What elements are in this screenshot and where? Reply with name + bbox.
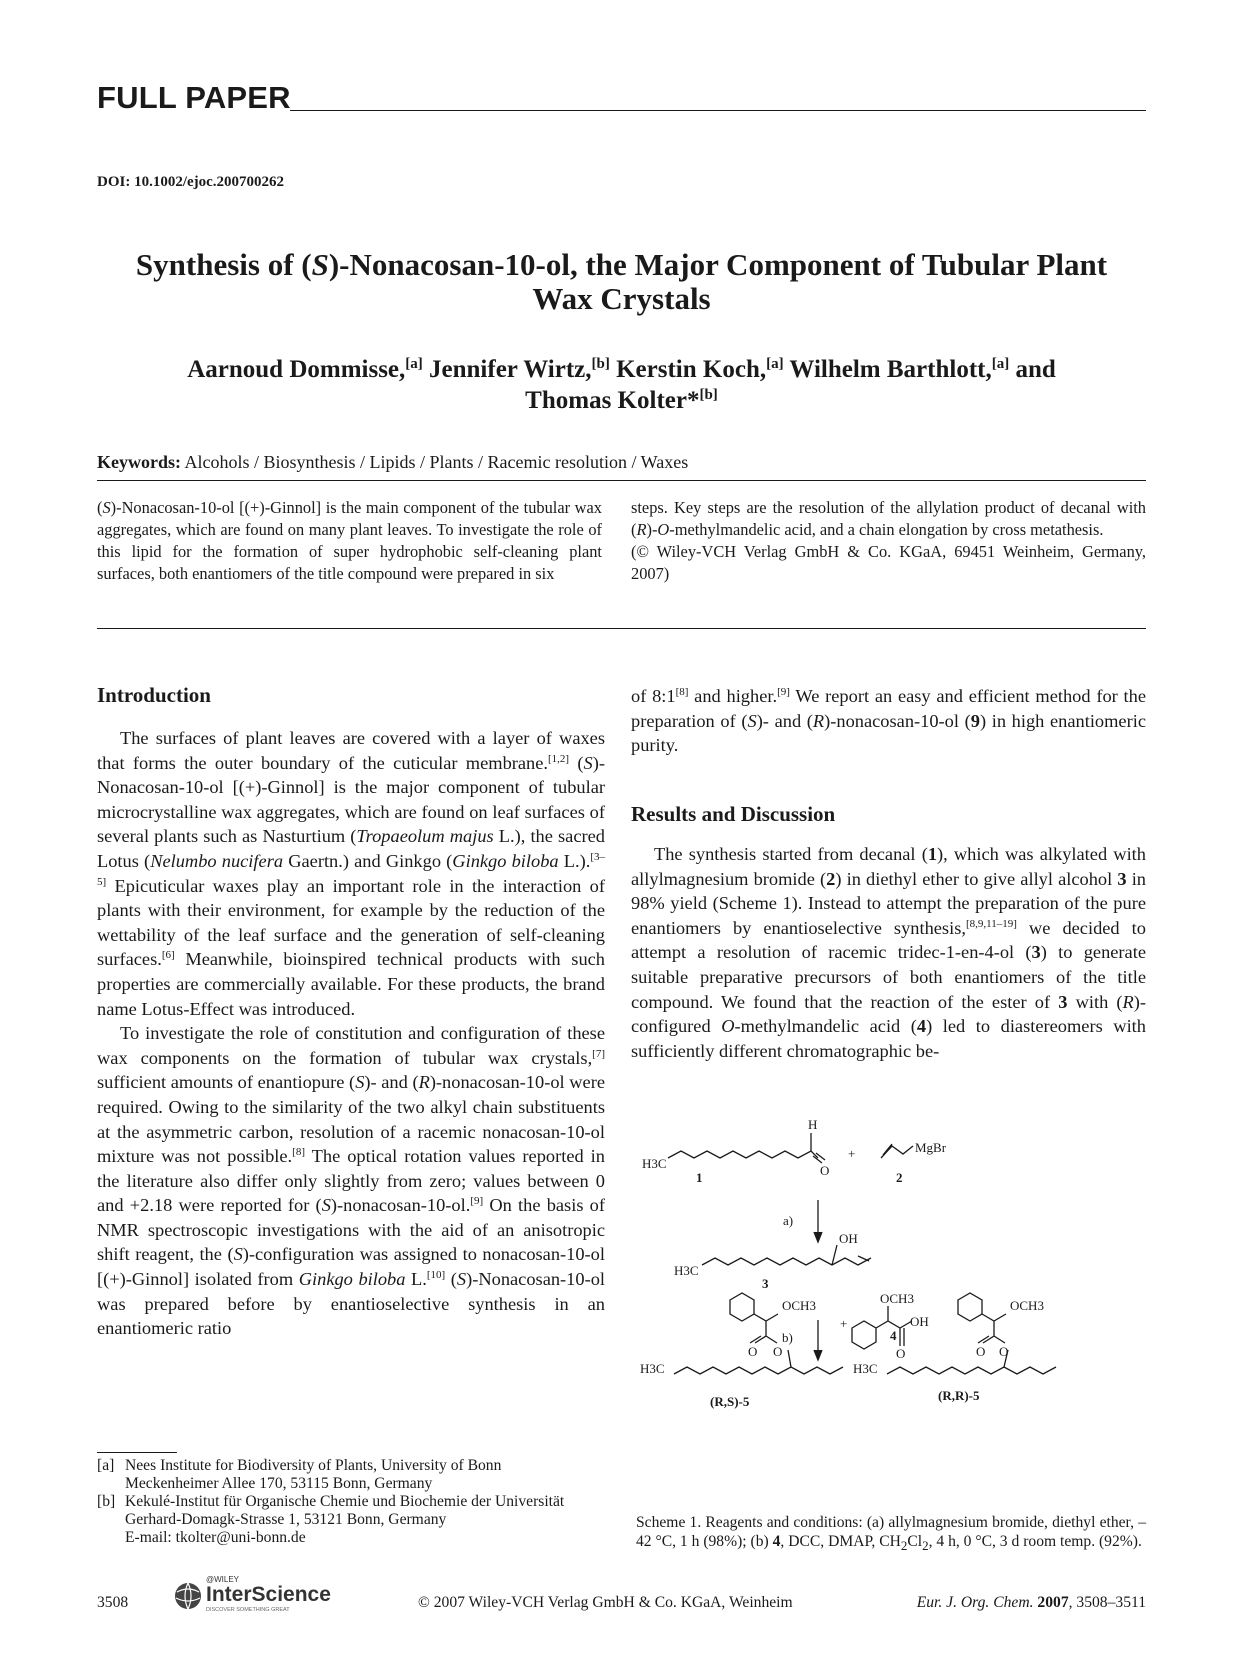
affiliation-mark: [a] <box>766 356 784 372</box>
compound-number: 2 <box>896 1170 903 1185</box>
label-och3: OCH3 <box>782 1298 816 1313</box>
citation[interactable]: [9] <box>777 686 790 698</box>
label-o: O <box>773 1344 783 1359</box>
affiliation-a: [a] Nees Institute for Biodiversity of Plants, University of Bonn Meckenheimer Allee 170, 53115 Bonn, Germany <box>97 1457 502 1492</box>
affiliation-mark: [a] <box>991 356 1010 372</box>
product-rs-benzene <box>730 1293 754 1321</box>
label-o: O <box>976 1344 986 1359</box>
affiliation-mark: [a] <box>405 356 423 372</box>
label-h3c: H3C <box>853 1361 878 1376</box>
label-oh: OH <box>910 1314 929 1329</box>
author: Wilhelm Barthlott, <box>789 356 992 383</box>
affiliation-mark: [b] <box>699 387 718 403</box>
interscience-logo[interactable] <box>168 1570 358 1614</box>
label-mgbr: MgBr <box>915 1140 947 1155</box>
label-oh: OH <box>839 1231 858 1246</box>
scheme-caption: Scheme 1. Reagents and conditions: (a) allylmagnesium bromide, diethyl ether, –42 °C, 1 h (98%); (b) 4, DCC, DMAP, $CH_2Cl_2$, 4 h, 0 °C, 3 d room temp. (92%). <box>636 1514 1146 1554</box>
abstract-copyright: (© Wiley-VCH Verlag GmbH & Co. KGaA, 69451 Weinheim, Germany, 2007) <box>631 542 1146 583</box>
label-plus: + <box>848 1146 856 1161</box>
keywords-label: Keywords: <box>97 452 181 472</box>
citation[interactable]: [6] <box>161 949 175 962</box>
svg-text:@WILEY: @WILEY <box>206 1575 240 1584</box>
results-body: The synthesis started from decanal (1), which was alkylated with allylmagnesium bromide (2) in diethyl ether to give allyl alcohol 3 in 98% yield (Scheme 1). Instead to attempt the preparation of the pure enantiomers by enantioselective synthesis,[8,9,11–19] we decided to attempt a resolution of racemic tridec-1-en-4-ol (3) to generate suitable preparative precursors of both enantiomers of the title compound. We found that the reaction of the ester of 3 with (R)-configured O-methylmandelic acid (4) led to diastereomers with sufficiently different chromatographic be- <box>631 844 1147 1061</box>
citation[interactable]: [8] <box>292 1146 305 1159</box>
compound-number: 4 <box>890 1328 897 1343</box>
label-plus: + <box>840 1316 848 1331</box>
label-h3c: H3C <box>640 1361 665 1376</box>
citation[interactable]: [10] <box>426 1269 446 1282</box>
author: Kerstin Koch, <box>616 356 767 383</box>
scheme-1 <box>640 1110 1140 1460</box>
product-rr-chain <box>887 1367 1056 1374</box>
reaction-scheme <box>640 1110 1140 1460</box>
step-label: b) <box>782 1330 793 1345</box>
product-rr-benzene <box>958 1293 982 1321</box>
compound-number: 1 <box>696 1170 703 1185</box>
affiliation-b: [b] Kekulé-Institut für Organische Chemie und Biochemie der Universität Gerhard-Domagk-Strasse 1, 53121 Bonn, Germany E-mail: tkolter@uni-bonn.de <box>97 1493 617 1547</box>
contact-email[interactable]: E-mail: tkolter@uni-bonn.de <box>125 1529 306 1546</box>
affiliation-mark: [b] <box>591 356 610 372</box>
journal-citation: Eur. J. Org. Chem. 2007, 3508–3511 <box>916 1594 1146 1611</box>
globe-icon <box>168 1570 358 1614</box>
label-h3c: H3C <box>642 1156 667 1171</box>
citation[interactable]: [8,9,11–19] <box>965 917 1017 930</box>
header-rule <box>290 110 1146 111</box>
footer-copyright: © 2007 Wiley-VCH Verlag GmbH & Co. KGaA, Weinheim <box>418 1594 793 1611</box>
paragraph: The surfaces of plant leaves are covered with a layer of waxes that forms the outer boundary of the cuticular membrane.[1,2] (S)-Nonacosan-10-ol [(+)-Ginnol] is the major component of tubular microcrystalline wax aggregates, which are found on leaf surfaces of several plants such as Nasturtium (Tropaeolum majus L.), the sacred Lotus (Nelumbo nucifera Gaertn.) and Ginkgo (Ginkgo biloba L.).[3–5] Epicuticular waxes play an important role in the interaction of plants with their environment, for example by the reduction of the wettability of the leaf surface and the generation of self-cleaning surfaces.[6] Meanwhile, bioinspired technical products with such properties are commercially available. For these products, the brand name Lotus-Effect was introduced. <box>97 728 605 1019</box>
introduction-continued: of 8:1[8] and higher.[9] We report an easy and efficient method for the preparation of (S)- and (R)-nonacosan-10-ol (9) in high enantiomeric purity. <box>631 686 1146 756</box>
author: Aarnoud Dommisse, <box>187 356 406 383</box>
label-h: H <box>808 1117 818 1132</box>
citation[interactable]: [7] <box>592 1047 605 1060</box>
affiliations <box>97 1457 617 1547</box>
label-h3c: H3C <box>674 1263 699 1278</box>
svg-text:InterScience: InterScience <box>206 1583 331 1606</box>
label-och3: OCH3 <box>1010 1298 1044 1313</box>
abstract-left: (S)-Nonacosan-10-ol [(+)-Ginnol] is the main component of the tubular wax aggregates, which are found on many plant leaves. To investigate the role of this lipid for the formation of super hydrophobic self-cleaning plant surfaces, both enantiomers of the title compound were prepared in six <box>97 498 602 583</box>
step-label: a) <box>783 1213 794 1228</box>
label-och3: OCH3 <box>880 1291 914 1306</box>
author: Jennifer Wirtz, <box>429 356 592 383</box>
doi[interactable]: DOI: 10.1002/ejoc.200700262 <box>97 174 285 190</box>
page-number: 3508 <box>97 1594 129 1611</box>
section-label: FULL PAPER <box>97 80 291 115</box>
author: Thomas Kolter* <box>525 387 700 414</box>
citation[interactable]: [9] <box>470 1195 484 1208</box>
results-heading: Results and Discussion <box>631 802 836 826</box>
keywords-value: Alcohols / Biosynthesis / Lipids / Plants / Racemic resolution / Waxes <box>184 452 689 472</box>
allyl-structure <box>881 1144 913 1158</box>
svg-text:DISCOVER SOMETHING GREAT: DISCOVER SOMETHING GREAT <box>206 1607 290 1613</box>
footnote-rule <box>97 1452 177 1453</box>
product-rs-chain <box>674 1367 843 1374</box>
citation[interactable]: [3–5] <box>97 850 605 888</box>
compound-number: 3 <box>762 1276 769 1291</box>
keywords-rule <box>97 480 1146 481</box>
label-o: O <box>999 1344 1009 1359</box>
author-list: Aarnoud Dommisse,[a] Jennifer Wirtz,[b] Kerstin Koch,[a] Wilhelm Barthlott,[a] and Thomas Kolter*[b] <box>187 356 1056 414</box>
product-label: (R,S)-5 <box>710 1394 750 1409</box>
article-title: Synthesis of (S)-Nonacosan-10-ol, the Major Component of Tubular Plant Wax Crystals <box>135 247 1108 316</box>
introduction-heading: Introduction <box>97 683 211 707</box>
label-o: O <box>896 1346 906 1361</box>
keywords <box>97 452 1146 473</box>
product-label: (R,R)-5 <box>938 1388 980 1403</box>
abstract-right: steps. Key steps are the resolution of the allylation product of decanal with (R)-O-methylmandelic acid, and a chain elongation by cross metathesis. (© Wiley-VCH Verlag GmbH & Co. KGaA, 69451 Weinheim, Germany, 2007) <box>631 498 1146 583</box>
citation[interactable]: [1,2] <box>548 752 570 765</box>
label-o: O <box>820 1163 830 1178</box>
paragraph: To investigate the role of constitution and configuration of these wax components on the formation of tubular wax crystals,[7] sufficient amounts of enantiopure (S)- and (R)-nonacosan-10-ol were required. Owing to the similarity of the two alkyl chain substituents at the asymmetric carbon, resolution of a racemic nonacosan-10-ol mixture was not possible.[8] The optical rotation values reported in the literature also differ only slightly from zero; values between 0 and +2.18 were reported for (S)-nonacosan-10-ol.[9] On the basis of NMR spectroscopic investigations with the aid of an anisotropic shift reagent, the (S)-configuration was assigned to nonacosan-10-ol [(+)-Ginnol] isolated from Ginkgo biloba L.[10] (S)-Nonacosan-10-ol was prepared before by enantioselective synthesis in an enantiomeric ratio <box>97 1023 605 1339</box>
introduction-body <box>97 726 605 1341</box>
compound-4-benzene <box>852 1321 876 1349</box>
decanal-structure <box>668 1151 818 1158</box>
compound-3-structure <box>702 1258 871 1265</box>
label-o: O <box>748 1344 758 1359</box>
abstract-rule <box>97 628 1146 629</box>
citation[interactable]: [8] <box>675 686 689 698</box>
